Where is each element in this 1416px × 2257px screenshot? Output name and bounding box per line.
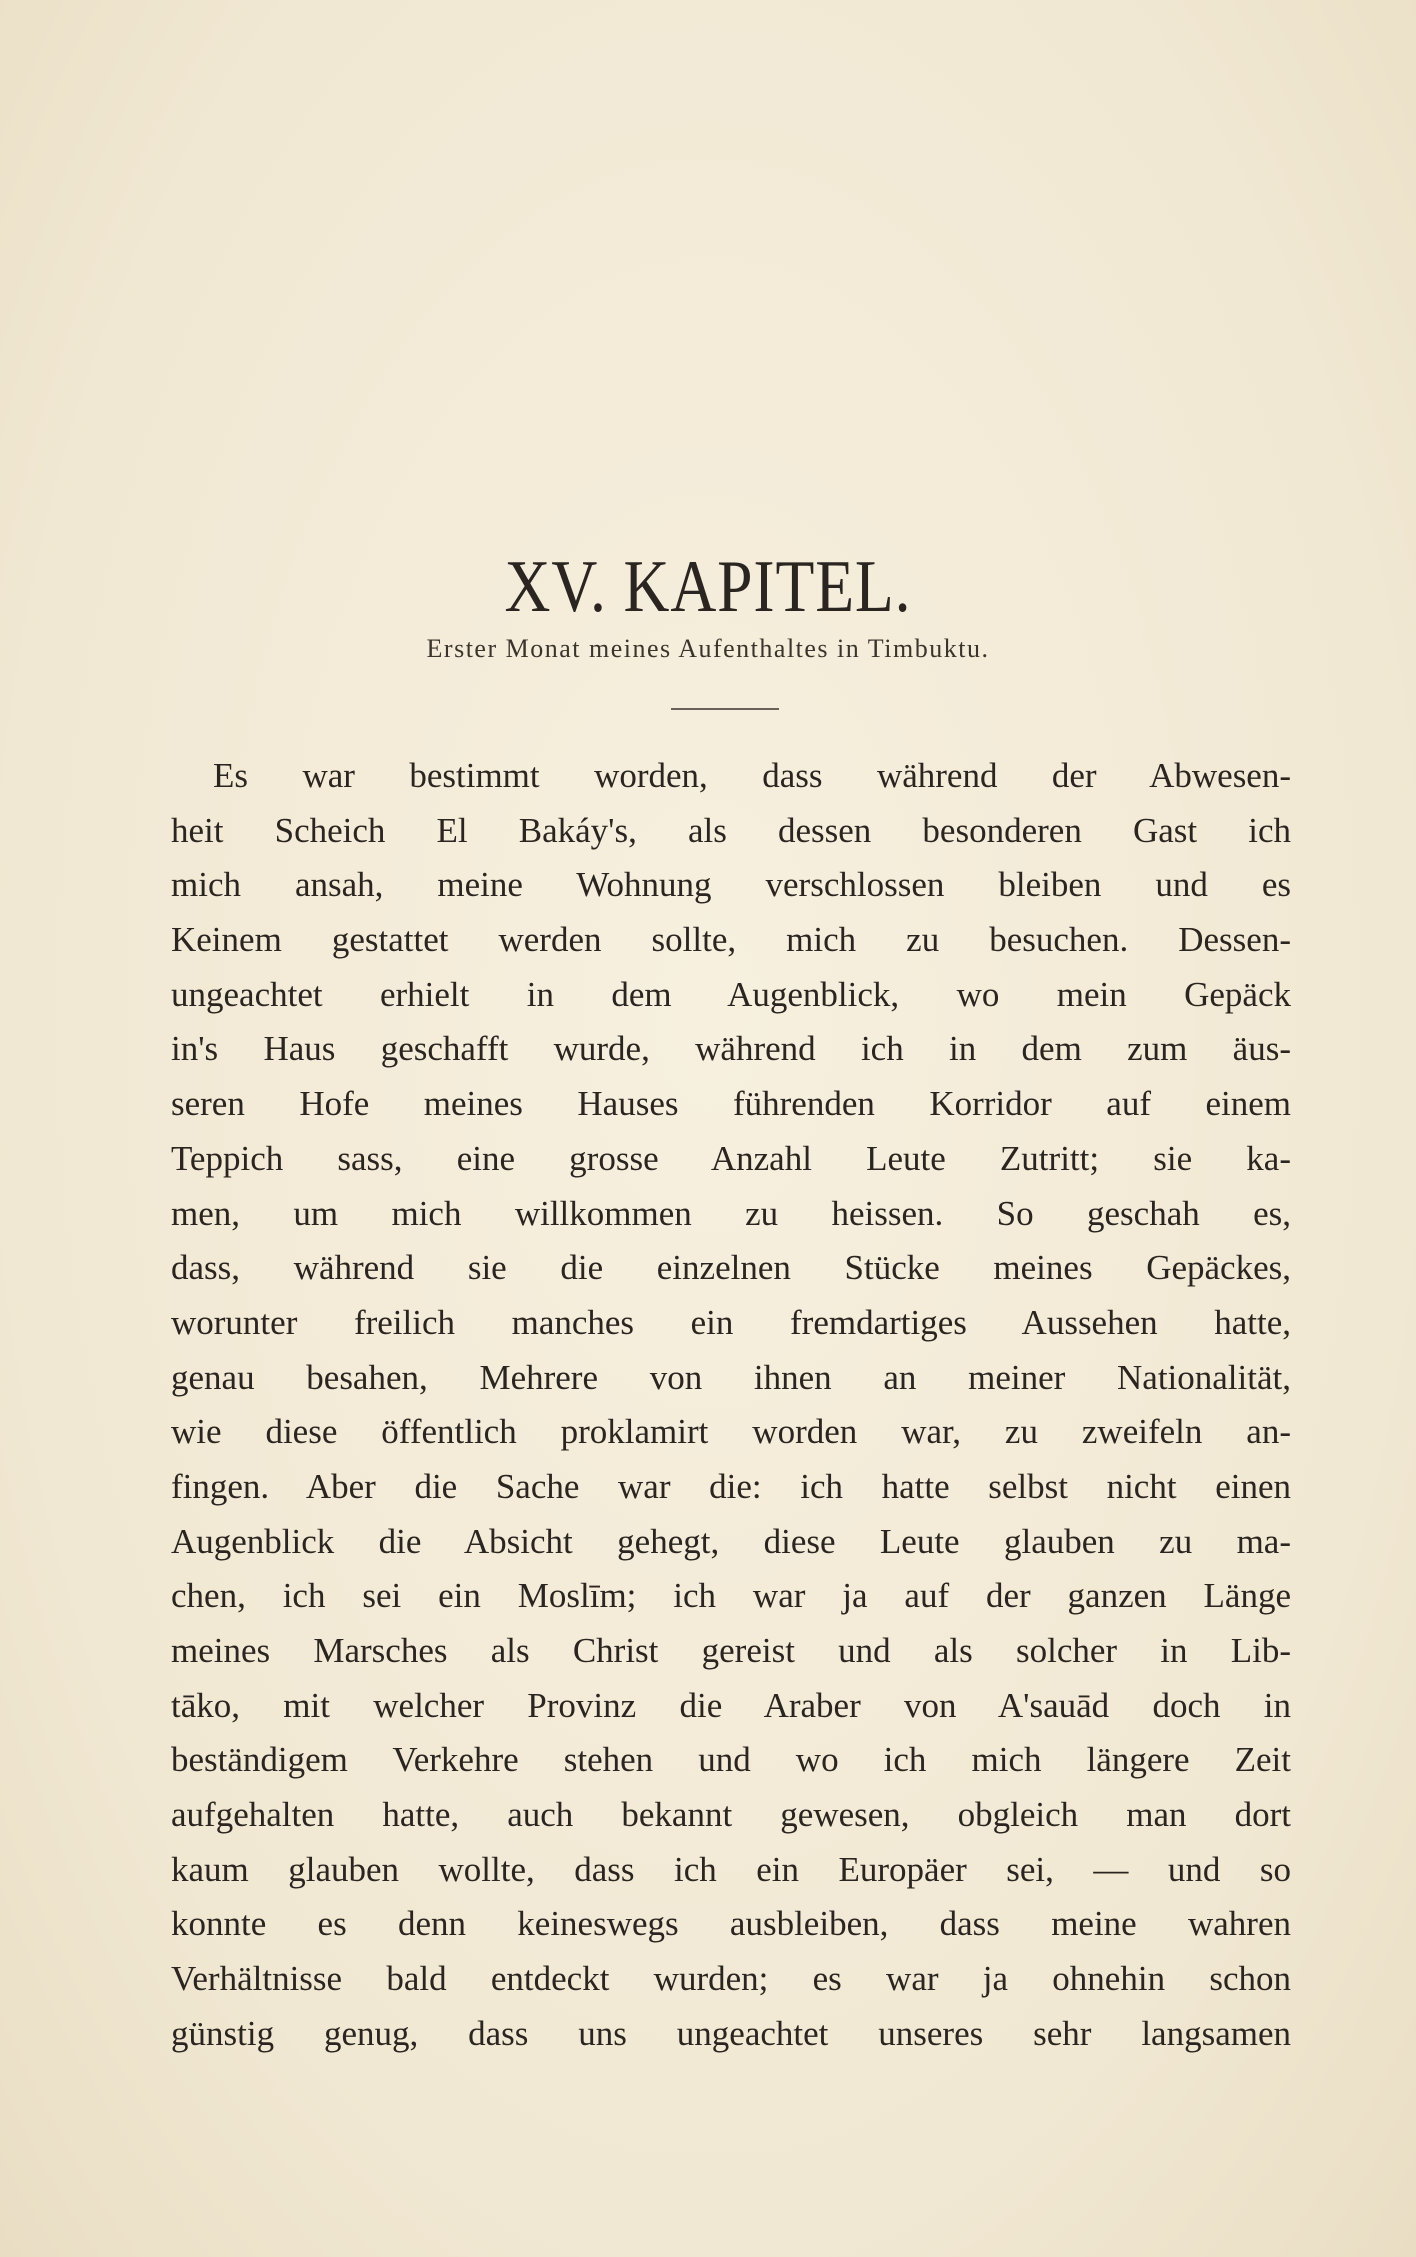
text-line: genau besahen, Mehrere von ihnen an meiner Nationalität, xyxy=(171,1357,1291,1397)
text-line: wie diese öffentlich proklamirt worden war, zu zweifeln an- xyxy=(171,1412,1291,1452)
text-line: seren Hofe meines Hauses führenden Korridor auf einem xyxy=(171,1084,1291,1124)
section-divider xyxy=(671,708,779,710)
text-line: Augenblick die Absicht gehegt, diese Leute glauben zu ma- xyxy=(171,1521,1291,1561)
text-line: dass, während sie die einzelnen Stücke meines Gepäckes, xyxy=(171,1248,1291,1288)
text-line: ungeachtet erhielt in dem Augenblick, wo mein Gepäck xyxy=(171,974,1291,1014)
text-line: beständigem Verkehre stehen und wo ich mich längere Zeit xyxy=(171,1740,1291,1780)
text-line: Verhältnisse bald entdeckt wurden; es war ja ohnehin schon xyxy=(171,1959,1291,1999)
text-line: Es war bestimmt worden, dass während der Abwesen- xyxy=(213,756,1291,795)
text-line: Keinem gestattet werden sollte, mich zu besuchen. Dessen- xyxy=(171,920,1291,960)
text-line: mich ansah, meine Wohnung verschlossen bleiben und es xyxy=(171,865,1291,905)
text-line: aufgehalten hatte, auch bekannt gewesen, obgleich man dort xyxy=(171,1795,1291,1835)
text-line: kaum glauben wollte, dass ich ein Europäer sei, — und so xyxy=(171,1849,1291,1889)
text-line: günstig genug, dass uns ungeachtet unseres sehr langsamen xyxy=(171,2013,1291,2053)
body-text xyxy=(171,749,1291,2062)
text-line: meines Marsches als Christ gereist und als solcher in Lib- xyxy=(171,1631,1291,1670)
chapter-subtitle: Erster Monat meines Aufenthaltes in Timbuktu. xyxy=(426,634,990,663)
chapter-title: XV. KAPITEL. xyxy=(504,546,912,628)
text-line: heit Scheich El Bakáy's, als dessen besonderen Gast ich xyxy=(171,810,1291,850)
text-line: men, um mich willkommen zu heissen. So geschah es, xyxy=(171,1193,1291,1233)
text-line: fingen. Aber die Sache war die: ich hatte selbst nicht einen xyxy=(171,1466,1291,1506)
text-line: Teppich sass, eine grosse Anzahl Leute Zutritt; sie ka- xyxy=(171,1138,1291,1178)
text-line: tāko, mit welcher Provinz die Araber von A'sauād doch in xyxy=(171,1685,1291,1725)
text-line: chen, ich sei ein Moslīm; ich war ja auf der ganzen Länge xyxy=(171,1576,1291,1616)
text-line: konnte es denn keineswegs ausbleiben, dass meine wahren xyxy=(171,1904,1291,1944)
text-line: in's Haus geschafft wurde, während ich in dem zum äus- xyxy=(171,1029,1291,1069)
text-line: worunter freilich manches ein fremdartiges Aussehen hatte, xyxy=(171,1302,1291,1342)
